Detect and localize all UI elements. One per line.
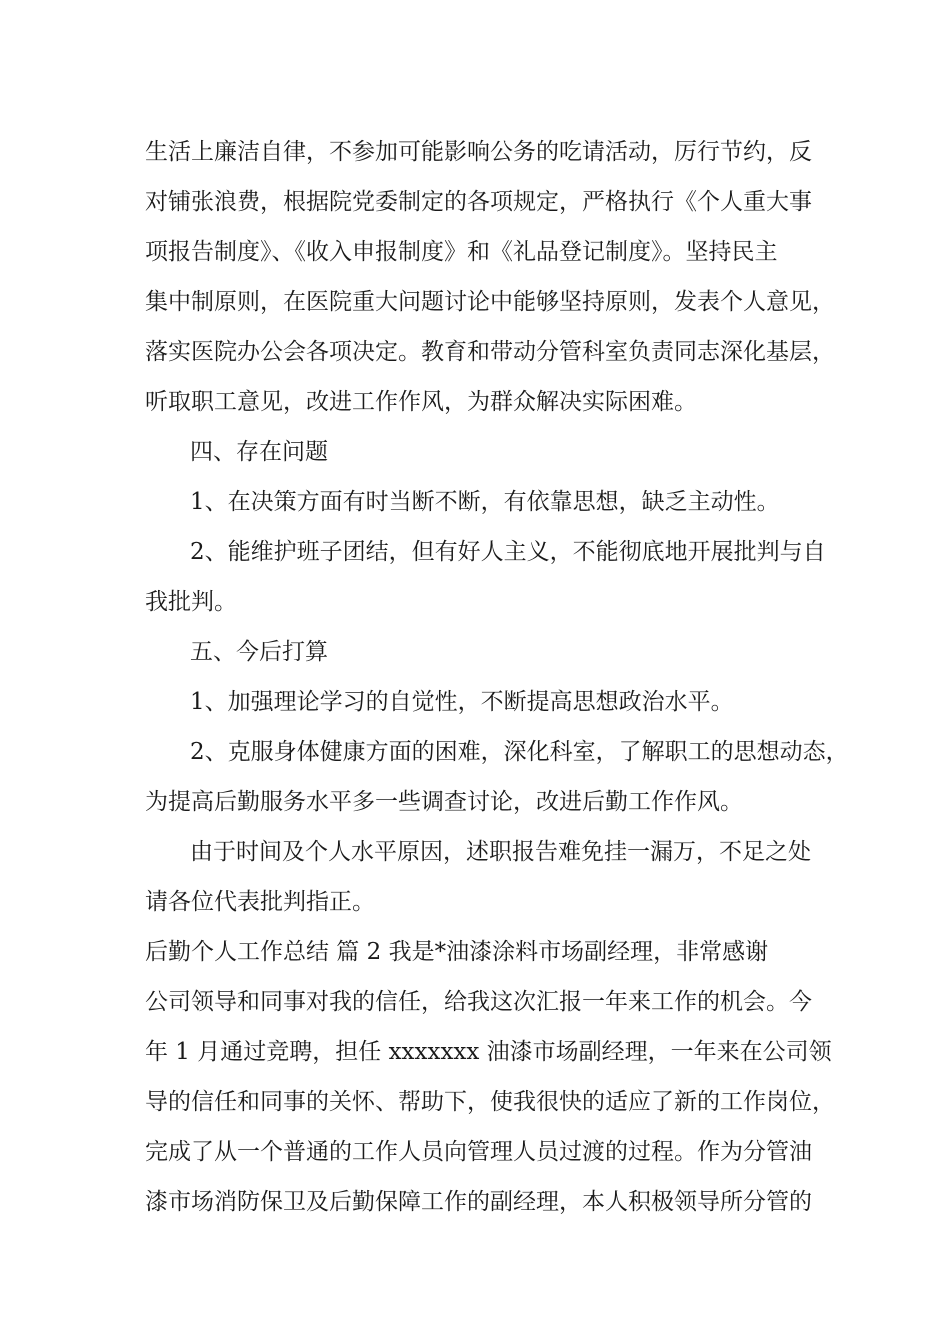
paragraph-line: 漆市场消防保卫及后勤保障工作的副经理，本人积极领导所分管的 bbox=[145, 1189, 812, 1215]
paragraph-line: 集中制原则，在医院重大问题讨论中能够坚持原则，发表个人意见， bbox=[145, 289, 835, 315]
paragraph-line: 对铺张浪费，根据院党委制定的各项规定，严格执行《个人重大事 bbox=[145, 189, 812, 215]
paragraph-line: 由于时间及个人水平原因，述职报告难免挂一漏万，不足之处 bbox=[190, 839, 811, 865]
section-heading: 五、今后打算 bbox=[190, 639, 328, 665]
list-item: 1、在决策方面有时当断不断，有依靠思想，缺乏主动性。 bbox=[190, 489, 780, 515]
paragraph-line: 年 1 月通过竞聘，担任 xxxxxxx 油漆市场副经理，一年来在公司领 bbox=[145, 1039, 832, 1065]
paragraph-line: 为提高后勤服务水平多一些调查讨论，改进后勤工作作风。 bbox=[145, 789, 743, 815]
list-item: 2、克服身体健康方面的困难，深化科室，了解职工的思想动态， bbox=[190, 739, 849, 765]
section-heading: 四、存在问题 bbox=[190, 439, 328, 465]
paragraph-line: 导的信任和同事的关怀、帮助下，使我很快的适应了新的工作岗位， bbox=[145, 1089, 835, 1115]
paragraph-line: 请各位代表批判指正。 bbox=[145, 889, 375, 915]
list-item: 1、加强理论学习的自觉性，不断提高思想政治水平。 bbox=[190, 689, 734, 715]
paragraph-line: 生活上廉洁自律，不参加可能影响公务的吃请活动，厉行节约，反 bbox=[145, 139, 812, 165]
paragraph-line: 听取职工意见，改进工作作风，为群众解决实际困难。 bbox=[145, 389, 697, 415]
paragraph-line: 项报告制度》、《收入申报制度》和《礼品登记制度》。坚持民主 bbox=[145, 239, 778, 265]
paragraph-line: 公司领导和同事对我的信任，给我这次汇报一年来工作的机会。今 bbox=[145, 989, 812, 1015]
section-title-line: 后勤个人工作总结 篇 2 我是*油漆涂料市场副经理，非常感谢 bbox=[145, 939, 769, 965]
paragraph-line: 落实医院办公会各项决定。教育和带动分管科室负责同志深化基层， bbox=[145, 339, 835, 365]
paragraph-line: 完成了从一个普通的工作人员向管理人员过渡的过程。作为分管油 bbox=[145, 1139, 812, 1165]
paragraph-line: 我批判。 bbox=[145, 589, 237, 615]
list-item: 2、能维护班子团结，但有好人主义，不能彻底地开展批判与自 bbox=[190, 539, 826, 565]
